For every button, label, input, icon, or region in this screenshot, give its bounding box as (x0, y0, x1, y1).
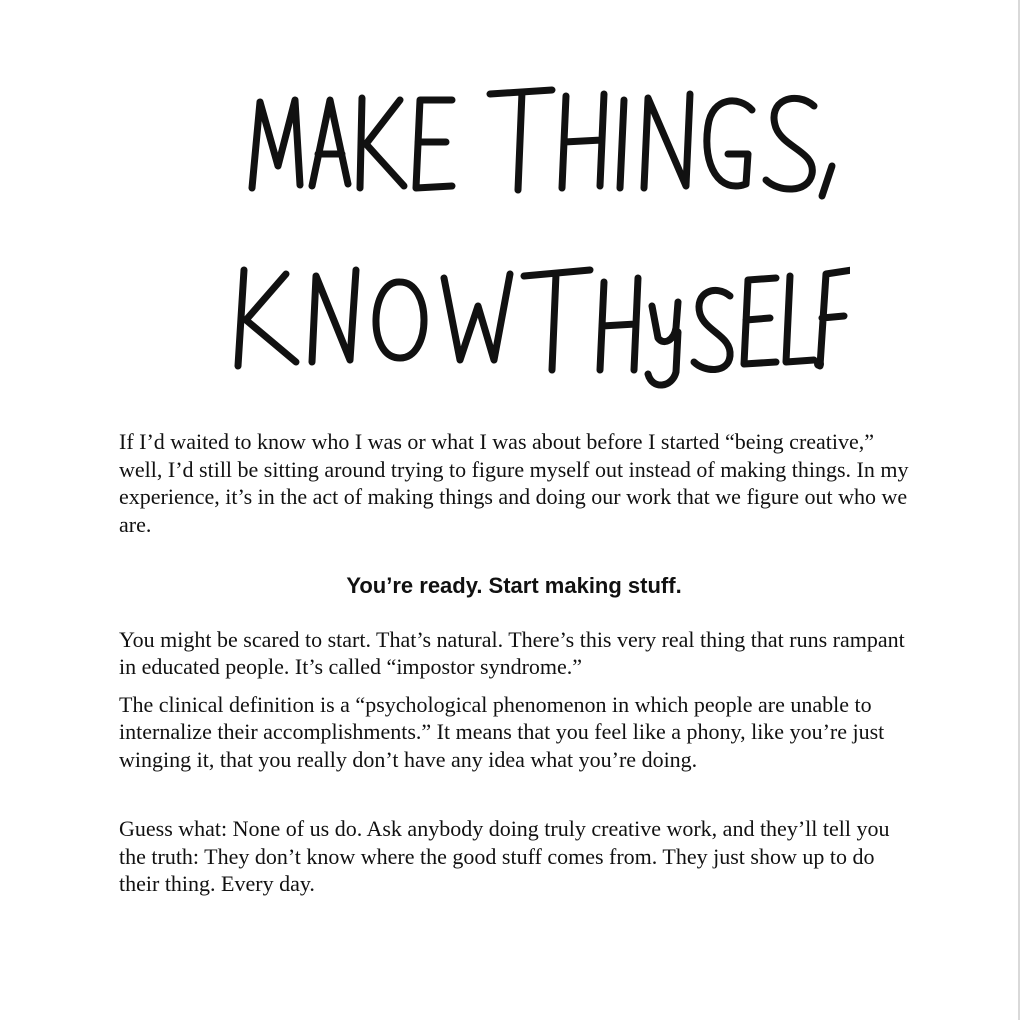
hand-lettered-title (200, 70, 850, 400)
paragraph-impostor-syndrome: You might be scared to start. That’s natural. There’s this very real thing that runs rampant in educated people. It’s called “impostor syndrome.” (119, 626, 905, 679)
body-content (119, 428, 909, 898)
paragraph-clinical-definition: The clinical definition is a “psychological phenomenon in which people are unable to internalize their accomplishments.” It means that you feel like a phony, like you’re just winging it, that you really don’t have any idea what you’re doing. (119, 691, 885, 772)
paragraph-guess-what: Guess what: None of us do. Ask anybody doing truly creative work, and they’ll tell you the truth: They don’t know where the good stuff comes from. They just show up to do their thing. Every day. (119, 816, 890, 896)
hand-lettered-title-artwork (200, 70, 850, 400)
section-subheading: You’re ready. Start making stuff. (346, 573, 682, 598)
paragraph-intro: If I’d waited to know who I was or what I was about before I started “being creative,” well, I’d still be sitting around trying to figure myself out instead of making things. In my experience, it’s in the act of making things and doing our work that we figure out who we are. (119, 429, 909, 537)
